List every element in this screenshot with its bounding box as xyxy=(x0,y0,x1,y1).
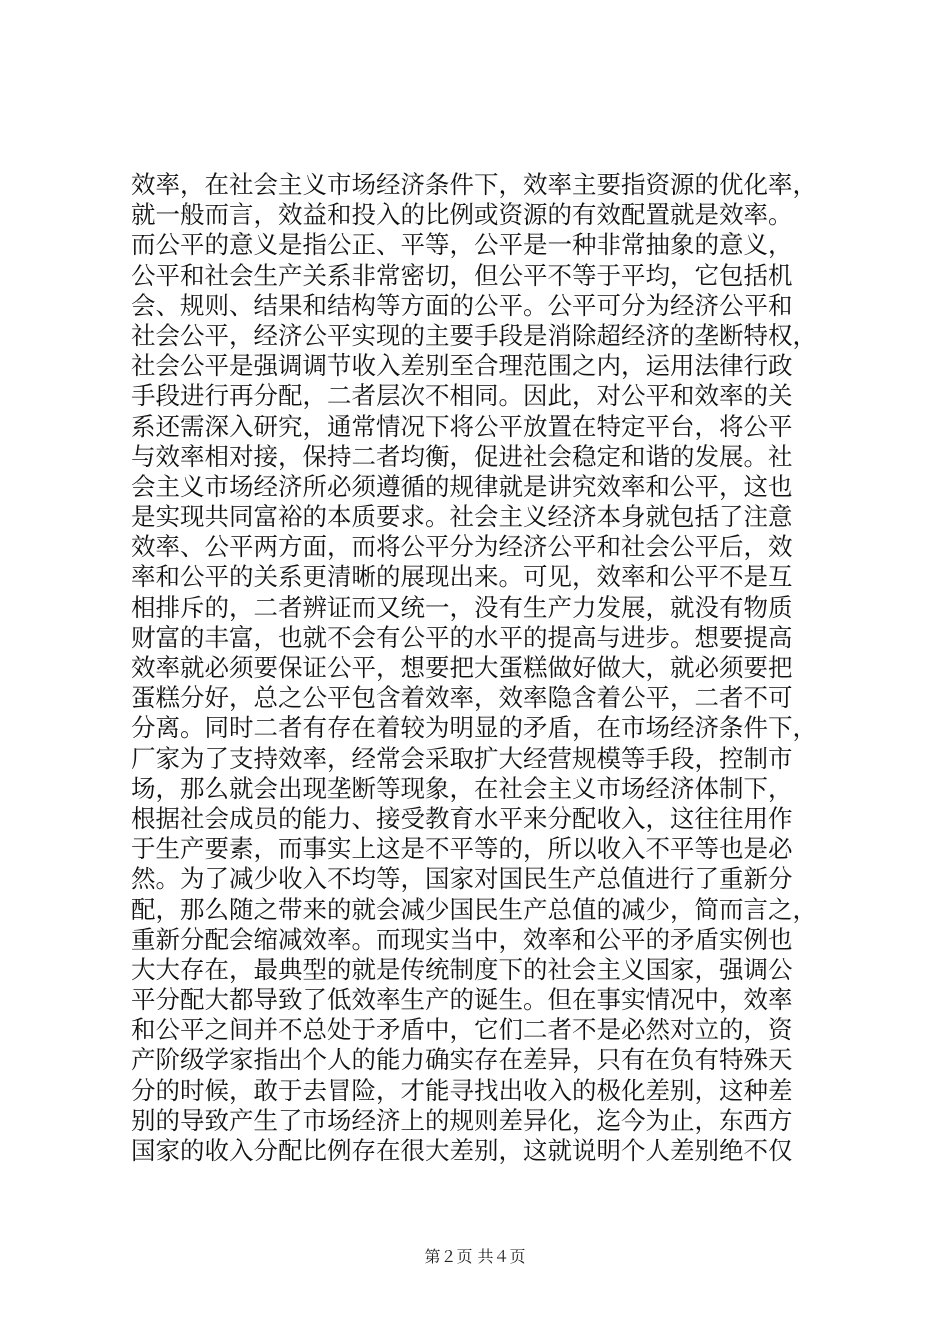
text-line: 是实现共同富裕的本质要求。社会主义经济本身就包括了注意 xyxy=(131,502,793,532)
text-line: 而公平的意义是指公正、平等，公平是一种非常抽象的意义， xyxy=(131,230,793,260)
text-line: 相排斥的，二者辨证而又统一，没有生产力发展，就没有物质 xyxy=(131,592,793,622)
text-line: 效率，在社会主义市场经济条件下，效率主要指资源的优化率， xyxy=(131,170,817,199)
text-line: 分的时候，敢于去冒险，才能寻找出收入的极化差别，这种差 xyxy=(131,1075,793,1105)
text-line: 与效率相对接，保持二者均衡，促进社会稳定和谐的发展。社 xyxy=(131,441,793,471)
text-line: 率和公平的关系更清晰的展现出来。可见，效率和公平不是互 xyxy=(131,562,793,592)
text-line: 手段进行再分配，二者层次不相同。因此，对公平和效率的关 xyxy=(131,381,793,411)
text-line: 厂家为了支持效率，经常会采取扩大经营规模等手段，控制市 xyxy=(131,743,793,773)
text-line: 平分配大都导致了低效率生产的诞生。但在事实情况中，效率 xyxy=(131,985,793,1015)
text-line: 效率就必须要保证公平，想要把大蛋糕做好做大，就必须要把 xyxy=(131,653,793,682)
text-line: 别的导致产生了市场经济上的规则差异化，迄今为止，东西方 xyxy=(131,1105,793,1135)
text-line: 然。为了减少收入不均等，国家对国民生产总值进行了重新分 xyxy=(131,864,793,894)
text-line: 公平和社会生产关系非常密切，但公平不等于平均，它包括机 xyxy=(131,260,793,290)
text-line: 社会公平是强调调节收入差别至合理范围之内，运用法律行政 xyxy=(131,351,793,381)
text-line: 系还需深入研究，通常情况下将公平放置在特定平台，将公平 xyxy=(131,411,793,441)
text-line: 于生产要素，而事实上这是不平等的，所以收入不平等也是必 xyxy=(131,834,793,864)
text-line: 国家的收入分配比例存在很大差别，这就说明个人差别绝不仅 xyxy=(131,1136,793,1165)
text-line: 分离。同时二者有存在着较为明显的矛盾，在市场经济条件下， xyxy=(131,713,817,743)
text-line: 配，那么随之带来的就会减少国民生产总值的减少，简而言之， xyxy=(131,894,817,924)
text-line: 根据社会成员的能力、接受教育水平来分配收入，这往往用作 xyxy=(131,803,793,833)
text-line: 蛋糕分好，总之公平包含着效率，效率隐含着公平，二者不可 xyxy=(131,683,793,713)
text-line: 大大存在，最典型的就是传统制度下的社会主义国家，强调公 xyxy=(131,954,793,984)
text-line: 产阶级学家指出个人的能力确实存在差异，只有在负有特殊天 xyxy=(131,1045,793,1075)
text-line: 和公平之间并不总处于矛盾中，它们二者不是必然对立的，资 xyxy=(131,1015,793,1045)
text-line: 财富的丰富，也就不会有公平的水平的提高与进步。想要提高 xyxy=(131,622,793,652)
text-line: 效率、公平两方面，而将公平分为经济公平和社会公平后，效 xyxy=(131,532,793,562)
text-line: 社会公平，经济公平实现的主要手段是消除超经济的垄断特权， xyxy=(131,320,817,350)
text-line: 场，那么就会出现垄断等现象，在社会主义市场经济体制下， xyxy=(131,773,793,803)
page-number-footer: 第２页 共４页 xyxy=(424,1247,526,1266)
text-line: 会主义市场经济所必须遵循的规律就是讲究效率和公平，这也 xyxy=(131,471,793,501)
text-line: 重新分配会缩减效率。而现实当中，效率和公平的矛盾实例也 xyxy=(131,924,793,954)
text-line: 会、规则、结果和结构等方面的公平。公平可分为经济公平和 xyxy=(131,290,793,320)
body-text xyxy=(131,170,831,1166)
text-line: 就一般而言，效益和投入的比例或资源的有效配置就是效率。 xyxy=(131,200,793,230)
